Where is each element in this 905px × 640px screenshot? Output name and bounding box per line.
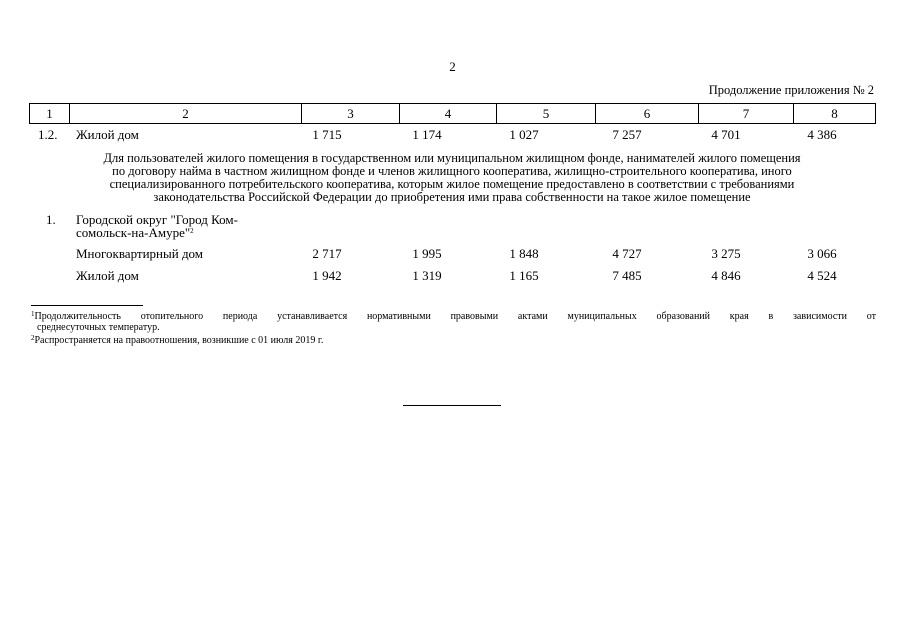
value-col-5: 1 165 <box>509 268 539 283</box>
footnote-mark: 2 <box>31 334 35 342</box>
value-col-8: 4 386 <box>807 127 837 142</box>
value-col-4: 1 174 <box>412 127 442 142</box>
row-name: Жилой дом <box>76 268 139 283</box>
value-col-8: 4 524 <box>807 268 837 283</box>
footnote-text: Продолжительность отопительного периода устанавливается нормативными правовыми актами муниципальных образований края в зависимости от <box>34 311 876 322</box>
value-col-5: 1 027 <box>509 127 539 142</box>
row-number: 1.2. <box>38 127 58 142</box>
district-name-line2: сомольск-на-Амуре" <box>76 225 191 240</box>
row-name: Многоквартирный дом <box>76 246 204 261</box>
value-col-8: 3 066 <box>807 246 837 261</box>
header-col-7: 7 <box>699 104 794 124</box>
table-row <box>0 127 905 145</box>
value-col-7: 3 275 <box>711 246 741 261</box>
footnote-1 <box>31 309 876 333</box>
value-col-6: 7 485 <box>612 268 642 283</box>
value-col-3: 1 942 <box>312 268 342 283</box>
value-col-3: 1 715 <box>312 127 342 142</box>
value-col-7: 4 701 <box>711 127 741 142</box>
footnote-text-cont: среднесуточных температур. <box>37 322 160 333</box>
page-number: 2 <box>449 59 456 74</box>
footnote-2 <box>31 333 323 346</box>
header-col-5: 5 <box>497 104 596 124</box>
value-col-4: 1 319 <box>412 268 442 283</box>
footnote-mark: 1 <box>31 310 35 318</box>
header-col-1: 1 <box>30 104 70 124</box>
value-col-7: 4 846 <box>711 268 741 283</box>
header-col-2: 2 <box>70 104 302 124</box>
header-col-3: 3 <box>302 104 400 124</box>
header-col-4: 4 <box>400 104 497 124</box>
table-row <box>0 268 905 286</box>
district-number: 1. <box>46 212 56 227</box>
section-title-line: законодательства Российской Федерации до приобретения ими права собственности на такое жилое помещение <box>153 190 751 204</box>
section-title-line: Для пользователей жилого помещения в государственном или муниципальном жилищном фонде, нанимателей жилого помещения <box>103 151 801 165</box>
value-col-6: 7 257 <box>612 127 642 142</box>
value-col-3: 2 717 <box>312 246 342 261</box>
table-row <box>0 246 905 264</box>
section-title-line: по договору найма в частном жилищном фонде и членов жилищного кооператива, жилищно-строительного кооператива, иного <box>112 164 792 178</box>
district-row-cont <box>0 225 905 243</box>
footnote-text: Распространяется на правоотношения, возникшие с 01 июля 2019 г. <box>34 335 324 346</box>
value-col-5: 1 848 <box>509 246 539 261</box>
continuation-label: Продолжение приложения № 2 <box>708 83 874 97</box>
row-name: Жилой дом <box>76 127 139 142</box>
value-col-6: 4 727 <box>612 246 642 261</box>
section-title <box>32 152 872 204</box>
value-col-4: 1 995 <box>412 246 442 261</box>
header-col-8: 8 <box>794 104 876 124</box>
footnote-ref-2: 2 <box>190 227 194 235</box>
header-col-6: 6 <box>596 104 699 124</box>
district-name-line1: Городской округ "Город Ком- <box>76 212 238 227</box>
section-title-line: специализированного потребительского кооператива, которым жилое помещение предоставлено в соответствии с требованиями <box>109 177 795 191</box>
end-divider <box>403 405 501 406</box>
footnote-divider <box>31 305 143 306</box>
table-header <box>29 103 876 124</box>
